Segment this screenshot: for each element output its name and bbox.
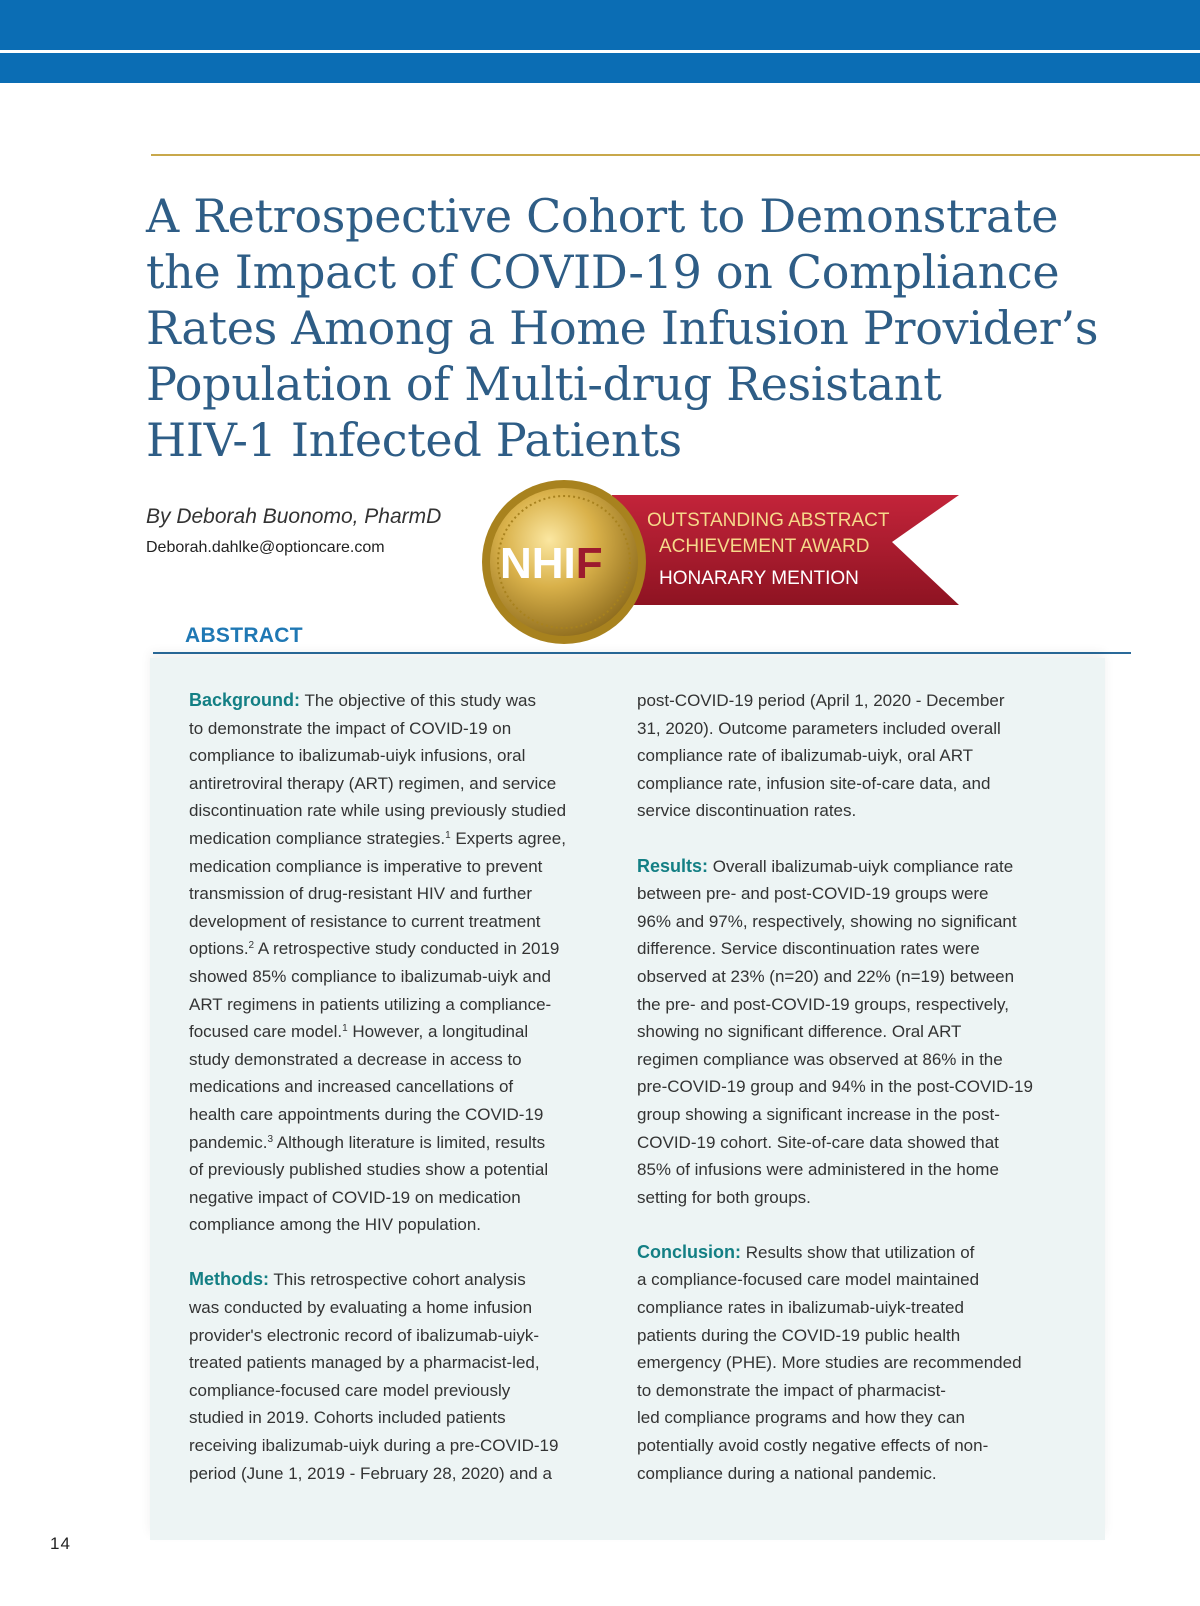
- results-label: Results:: [637, 855, 709, 876]
- award-line-2: ACHIEVEMENT AWARD: [659, 536, 870, 557]
- award-logo-main: NHI: [500, 539, 576, 588]
- abstract-column-left: [189, 687, 609, 1515]
- title-line: the Impact of COVID-19 on Compliance: [146, 245, 1060, 299]
- citation: 2: [248, 940, 255, 952]
- award-line-3: HONARARY MENTION: [659, 568, 859, 589]
- award-logo: [500, 539, 603, 588]
- article-title: [146, 188, 1146, 468]
- citation: 1: [342, 1023, 348, 1035]
- methods-section: Methods: This retrospective cohort analysis was conducted by evaluating a home infusion provider's electronic record of ibalizumab-uiyk- treated patients managed by a pharmacist-led, compliance-focused care model previously studied in 2019. Cohorts included patients receiving ibalizumab-uiyk during a pre-COVID-19 period (June 1, 2019 - February 28, 2020) and a: [189, 1269, 559, 1483]
- author-email: Deborah.dahlke@optioncare.com: [146, 539, 385, 556]
- abstract-column-right: [637, 687, 1067, 1515]
- header-band: [0, 0, 1200, 50]
- citation: 1: [445, 829, 451, 841]
- award-badge: [482, 477, 962, 647]
- header-band-lower: [0, 53, 1200, 83]
- award-line-1: OUTSTANDING ABSTRACT: [647, 510, 890, 531]
- abstract-rule: [153, 652, 1131, 654]
- abstract-heading: ABSTRACT: [185, 624, 303, 647]
- title-rule: [151, 154, 1200, 156]
- citation: 3: [267, 1133, 273, 1145]
- methods-continued: post-COVID-19 period (April 1, 2020 - December 31, 2020). Outcome parameters included overall compliance rate of ibalizumab-uiyk, oral ART compliance rate, infusion site-of-care data, and service discontinuation rates.: [637, 691, 1005, 821]
- background-section: Background: The objective of this study was to demonstrate the impact of COVID-19 on compliance to ibalizumab-uiyk infusions, oral antiretroviral therapy (ART) regimen, and service discontinuation rate while using previously studied medication compliance strategies.$^1$ Experts agree, medication compliance is imperative to prevent transmission of drug-resistant HIV and further development of resistance to current treatment options.$^2$ A retrospective study conducted in 2019 showed 85% compliance to ibalizumab-uiyk and ART regimens in patients utilizing a compliance- focused care model.$^1$ However, a longitudinal study demonstrated a decrease in access to medications and increased cancellations of health care appointments during the COVID-19 pandemic.$^3$ Although literature is limited, results of previously published studies show a potential negative impact of COVID-19 on medication compliance among the HIV population.: [189, 690, 567, 1235]
- methods-label: Methods:: [189, 1269, 269, 1290]
- results-section: Results: Overall ibalizumab-uiyk compliance rate between pre- and post-COVID-19 groups were 96% and 97%, respectively, showing no significant difference. Service discontinuation rates were observed at 23% (n=20) and 22% (n=19) between the pre- and post-COVID-19 groups, respectively, showing no significant difference. Oral ART regimen compliance was observed at 86% in the pre-COVID-19 group and 94% in the post-COVID-19 group showing a significant increase in the post- COVID-19 cohort. Site-of-care data showed that 85% of infusions were administered in the home setting for both groups.: [637, 855, 1033, 1207]
- page-number: 14: [50, 1534, 71, 1553]
- award-logo-accent: F: [575, 539, 603, 588]
- background-label: Background:: [189, 690, 301, 710]
- title-line: Rates Among a Home Infusion Provider’s: [146, 301, 1099, 355]
- title-line: A Retrospective Cohort to Demonstrate: [146, 189, 1059, 243]
- conclusion-section: Conclusion: Results show that utilization of a compliance-focused care model maintained compliance rates in ibalizumab-uiyk-treated patients during the COVID-19 public health emergency (PHE). More studies are recommended to demonstrate the impact of pharmacist- led compliance programs and how they can potentially avoid costly negative effects of non- compliance during a national pandemic.: [637, 1241, 1022, 1483]
- title-line: Population of Multi-drug Resistant: [146, 357, 942, 411]
- author-byline: By Deborah Buonomo, PharmD: [146, 505, 442, 528]
- conclusion-label: Conclusion:: [637, 1241, 741, 1262]
- title-line: HIV-1 Infected Patients: [146, 413, 682, 467]
